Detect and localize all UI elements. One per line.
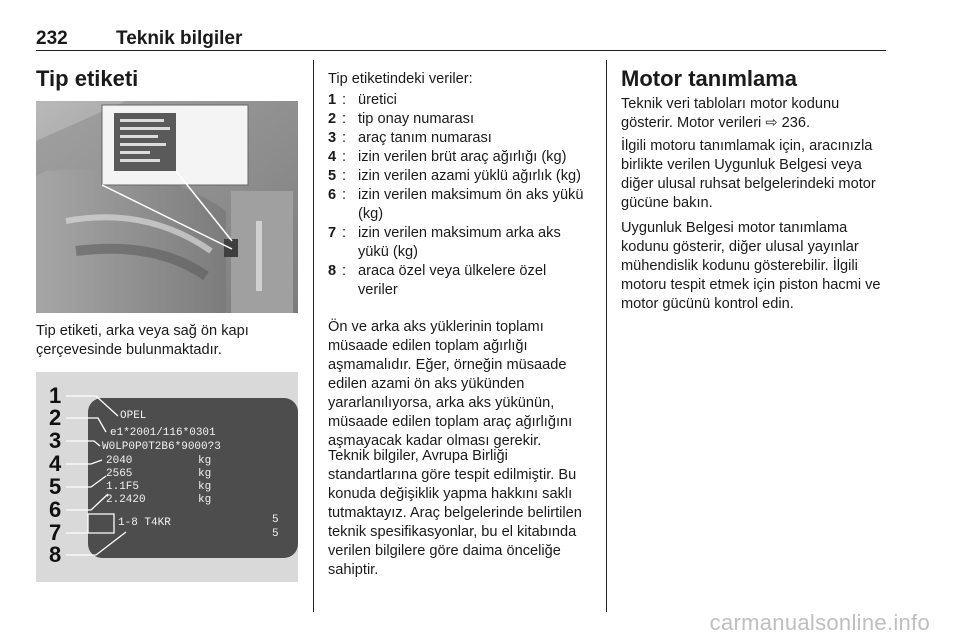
item-separator: : xyxy=(342,225,347,241)
label-line-manufacturer: OPEL xyxy=(120,410,147,422)
label-line-gross-weight: 2040 xyxy=(106,455,133,467)
engine-para-3: Uygunluk Belgesi motor tanımlama kodunu gösterir, diğer ulusal yayınlar mühendislik kodunu gösterebilir. İlgili motoru tespit etmek için piston hacmi ve motor gücünü kontrol edin. xyxy=(621,220,881,312)
heading-tip-etiketi: Tip etiketi xyxy=(36,66,139,91)
item-separator: : xyxy=(342,168,347,184)
item-text: araç tanım numarası xyxy=(358,130,492,146)
list-item xyxy=(328,91,588,110)
item-number: 6 xyxy=(328,187,337,203)
item-separator: : xyxy=(342,111,347,127)
label-unit-kg-3: kg xyxy=(198,481,212,493)
engine-para-2: İlgili motoru tanımlamak için, aracınızla birlikte verilen Uygunluk Belgesi veya diğer ulusal ruhsat belgelerindeki motor gücüne bakın. xyxy=(621,138,876,211)
label-data-list xyxy=(328,91,588,300)
label-corner-mark-2: 5 xyxy=(272,528,279,540)
label-unit-kg-4: kg xyxy=(198,494,212,506)
item-text: tip onay numarası xyxy=(358,111,475,127)
label-line-specific-data: 1-8 T4KR xyxy=(118,517,171,529)
page-number: 232 xyxy=(36,28,68,49)
engine-para-1: Teknik veri tabloları motor kodunu gösterir. Motor verileri ⇨ 236. xyxy=(621,96,840,131)
list-item xyxy=(328,186,588,224)
heading-motor-tanimlama: Motor tanımlama xyxy=(621,66,798,91)
item-number: 2 xyxy=(328,111,337,127)
callout-8: 8 xyxy=(49,542,62,567)
list-intro: Tip etiketindeki veriler: xyxy=(328,71,473,87)
callout-5: 5 xyxy=(49,474,62,499)
callout-2: 2 xyxy=(49,405,62,430)
label-line-rear-axle: 2.2420 xyxy=(106,494,146,506)
item-number: 1 xyxy=(328,92,337,108)
item-separator: : xyxy=(342,263,347,279)
list-item xyxy=(328,224,588,262)
item-number: 8 xyxy=(328,263,337,279)
item-number: 3 xyxy=(328,130,337,146)
item-text: üretici xyxy=(358,92,397,108)
label-line-vin: W0LP0P0T2B6*9000?3 xyxy=(102,441,221,453)
callout-4: 4 xyxy=(49,451,62,476)
column-divider-2 xyxy=(606,60,607,612)
item-number: 5 xyxy=(328,168,337,184)
header-rule xyxy=(36,50,886,51)
label-line-type-approval: e1*2001/116*0301 xyxy=(110,427,216,439)
item-separator: : xyxy=(342,130,347,146)
label-unit-kg-2: kg xyxy=(198,468,212,480)
callout-6: 6 xyxy=(49,497,62,522)
type-label-figure xyxy=(36,372,298,582)
item-text: izin verilen azami yüklü ağırlık (kg) xyxy=(358,168,582,184)
list-item xyxy=(328,167,588,186)
label-line-front-axle: 1.1F5 xyxy=(106,481,140,493)
item-text: izin verilen brüt araç ağırlığı (kg) xyxy=(358,149,567,165)
item-separator: : xyxy=(342,149,347,165)
list-item xyxy=(328,148,588,167)
section-title: Teknik bilgiler xyxy=(116,28,243,49)
callout-3: 3 xyxy=(49,428,62,453)
item-number: 4 xyxy=(328,149,337,165)
list-item xyxy=(328,262,588,300)
label-unit-kg-1: kg xyxy=(198,455,212,467)
item-separator: : xyxy=(342,187,347,203)
item-text: izin verilen maksimum arka aks yükü (kg) xyxy=(358,225,561,260)
watermark: carmanualsonline.info xyxy=(709,610,930,635)
column-divider-1 xyxy=(313,60,314,612)
item-separator: : xyxy=(342,92,347,108)
label-line-train-weight: 2565 xyxy=(106,468,133,480)
axle-load-paragraph: Ön ve arka aks yüklerinin toplamı müsaade edilen toplam ağırlığı aşmamalıdır. Eğer, örneğin müsaade edilen azami ön aks yükünden yararlanılıyorsa, arka aks yükünün, müsaade edilen toplam araç ağırlığını aşmayacak kadar olması gerekir. xyxy=(328,319,573,449)
item-text: izin verilen maksimum ön aks yükü (kg) xyxy=(358,187,584,222)
caption-label-location: Tip etiketi, arka veya sağ ön kapı çerçevesinde bulunmaktadır. xyxy=(36,323,249,358)
item-text: araca özel veya ülkelere özel veriler xyxy=(358,263,547,298)
eu-standards-paragraph: Teknik bilgiler, Avrupa Birliği standartlarına göre tespit edilmiştir. Bu konuda değişiklik yapma hakkını saklı tutmaktayız. Araç belgelerinde belirtilen teknik spesifikasyonlar, bu el kitabında verilen bilgilere göre daima önceliğe sahiptir. xyxy=(328,448,582,578)
item-number: 7 xyxy=(328,225,337,241)
callout-1: 1 xyxy=(49,383,62,408)
list-item xyxy=(328,129,588,148)
label-corner-mark-1: 5 xyxy=(272,514,279,526)
callout-7: 7 xyxy=(49,520,62,545)
list-item xyxy=(328,110,588,129)
door-frame-photo xyxy=(36,101,298,313)
